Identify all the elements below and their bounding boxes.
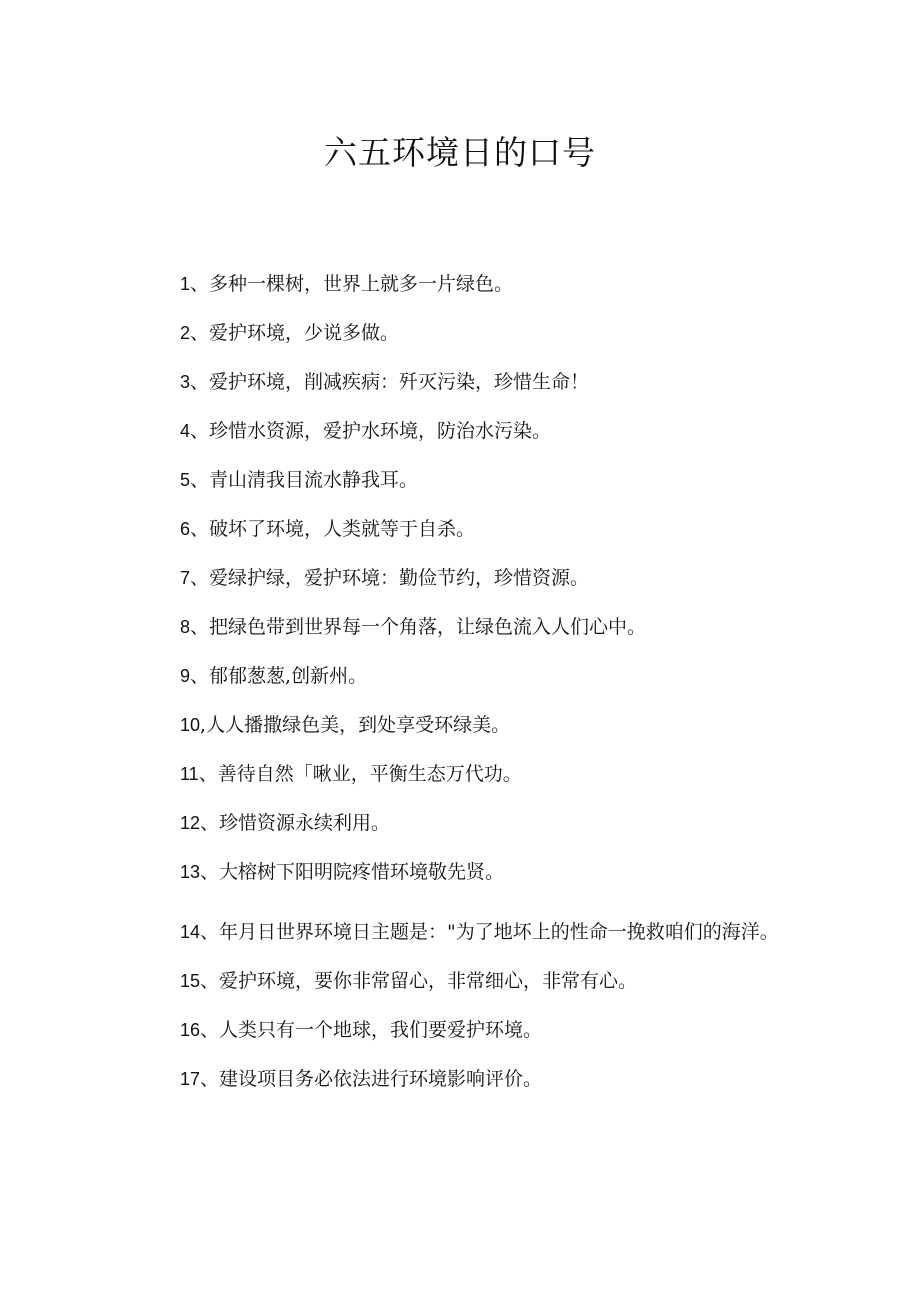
slogan-number: 2 — [180, 323, 191, 343]
slogan-number: 17 — [180, 1069, 201, 1089]
document-title: 六五环境日的口号 — [324, 133, 596, 172]
slogan-separator: 、 — [190, 665, 210, 687]
slogan-item — [140, 957, 790, 1006]
slogan-text: 善待自然「啾业，平衡生态万代功。 — [217, 763, 522, 785]
slogan-text: 爱护环境，要你非常留心，非常细心，非常有心。 — [219, 970, 638, 992]
slogan-item — [140, 848, 790, 897]
slogan-text: 大榕树下阳明院疼惜环境敬先贤。 — [219, 861, 505, 883]
slogan-number: 4 — [180, 421, 191, 441]
slogan-item — [140, 652, 790, 701]
slogan-separator: 、 — [200, 1019, 220, 1041]
slogan-item — [140, 1055, 790, 1104]
slogan-text: 珍惜资源永续利用。 — [219, 812, 391, 834]
slogan-number: 14 — [180, 922, 201, 942]
slogan-separator: 、 — [200, 861, 220, 883]
slogan-separator: 、 — [190, 371, 210, 393]
slogan-separator: 、 — [200, 970, 220, 992]
slogan-list — [140, 260, 790, 1104]
slogan-number: 1 — [180, 274, 191, 294]
slogan-item — [140, 456, 790, 505]
slogan-item — [140, 907, 790, 957]
slogan-number: 3 — [180, 372, 191, 392]
slogan-number: 5 — [180, 470, 191, 490]
slogan-number: 13 — [180, 862, 201, 882]
slogan-item — [140, 554, 790, 603]
slogan-text: 郁郁葱葱,创新州。 — [209, 665, 368, 687]
slogan-text: 年月日世界环境日主题是："为了地坏上的性命一挽救咱们的海洋。 — [219, 921, 779, 943]
slogan-number: 10 — [180, 715, 201, 735]
slogan-item — [140, 603, 790, 652]
slogan-item — [140, 309, 790, 358]
slogan-text: 青山清我目流水静我耳。 — [209, 469, 419, 491]
slogan-separator: 、 — [190, 420, 210, 442]
slogan-text: 爱护环境，少说多做。 — [209, 322, 400, 344]
slogan-text: 多种一棵树，世界上就多一片绿色。 — [209, 273, 514, 295]
slogan-item — [140, 260, 790, 309]
slogan-item — [140, 407, 790, 456]
slogan-item — [140, 1006, 790, 1055]
slogan-text: 爱护环境，削减疾病：歼灭污染，珍惜生命！ — [209, 371, 590, 393]
slogan-separator: 、 — [190, 322, 210, 344]
slogan-text: 爱绿护绿，爱护环境：勤俭节约，珍惜资源。 — [209, 567, 590, 589]
slogan-separator: 、 — [190, 518, 210, 540]
slogan-separator: , — [200, 714, 207, 736]
slogan-item — [140, 750, 790, 799]
slogan-item — [140, 701, 790, 750]
slogan-text: 把绿色带到世界每一个角落，让绿色流入人们心中。 — [209, 616, 647, 638]
slogan-text: 人人播撒绿色美，到处享受环绿美。 — [206, 714, 511, 736]
slogan-separator: 、 — [200, 812, 220, 834]
slogan-number: 11 — [180, 764, 199, 784]
slogan-item — [140, 358, 790, 407]
slogan-separator: 、 — [200, 921, 220, 943]
slogan-separator: 、 — [198, 763, 218, 785]
slogan-separator: 、 — [190, 273, 210, 295]
slogan-number: 7 — [180, 568, 191, 588]
slogan-number: 16 — [180, 1020, 201, 1040]
slogan-number: 12 — [180, 813, 201, 833]
slogan-text: 人类只有一个地球，我们要爱护环境。 — [219, 1019, 543, 1041]
slogan-number: 15 — [180, 971, 201, 991]
slogan-separator: 、 — [190, 616, 210, 638]
slogan-separator: 、 — [200, 1068, 220, 1090]
slogan-text: 破坏了环境，人类就等于自杀。 — [209, 518, 476, 540]
slogan-number: 6 — [180, 519, 191, 539]
slogan-text: 建设项目务必依法进行环境影响评价。 — [219, 1068, 543, 1090]
slogan-item — [140, 505, 790, 554]
slogan-separator: 、 — [190, 469, 210, 491]
slogan-number: 8 — [180, 617, 191, 637]
slogan-text: 珍惜水资源，爱护水环境，防治水污染。 — [209, 420, 552, 442]
slogan-number: 9 — [180, 666, 191, 686]
slogan-separator: 、 — [190, 567, 210, 589]
slogan-item — [140, 799, 790, 848]
